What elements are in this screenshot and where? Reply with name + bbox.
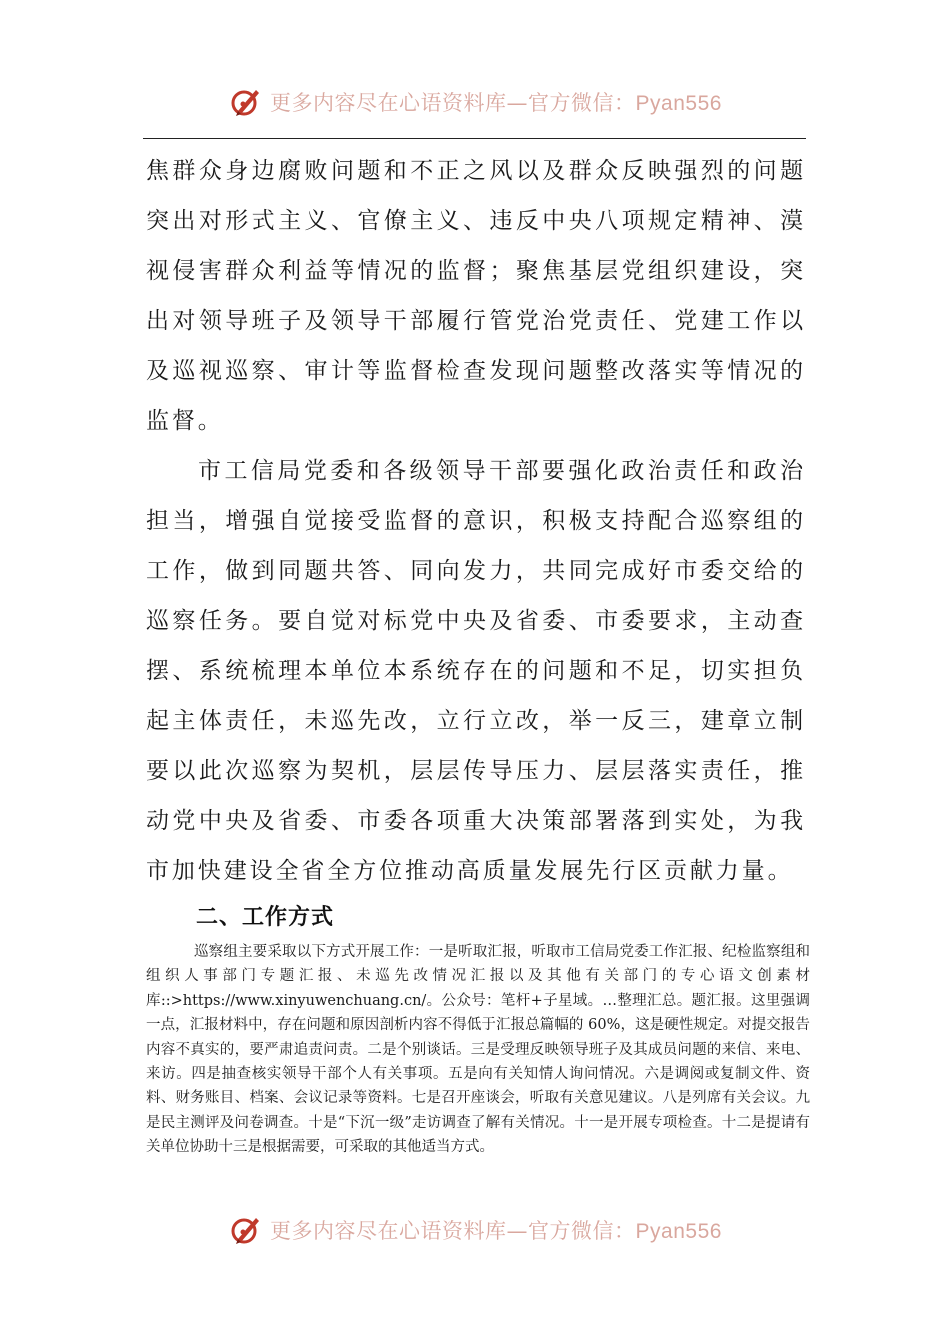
document-body — [146, 146, 806, 896]
footer-banner-text — [270, 1215, 722, 1245]
pen-logo-icon — [228, 84, 264, 120]
footer-banner-wechat-id: Pyan556 — [635, 1220, 722, 1243]
header-banner — [0, 80, 950, 124]
header-banner-text — [270, 87, 722, 117]
pen-logo-icon — [228, 1212, 264, 1248]
section-heading: 二、工作方式 — [196, 905, 335, 930]
paragraph-1: 焦群众身边腐败问题和不正之风以及群众反映强烈的问题突出对形式主义、官僚主义、违反中央八项规定精神、漠视侵害群众利益等情况的监督；聚焦基层党组织建设，突出对领导班子及领导干部履行管党治党责任、党建工作以及巡视巡察、审计等监督检查发现问题整改落实等情况的监督。 — [146, 158, 806, 434]
footer-banner — [0, 1208, 950, 1252]
header-banner-label: 更多内容尽在心语资料库—官方微信： — [270, 91, 636, 115]
paragraph-2: 市工信局党委和各级领导干部要强化政治责任和政治担当，增强自觉接受监督的意识，积极支持配合巡察组的工作，做到同题共答、同向发力，共同完成好市委交给的巡察任务。要自觉对标党中央及省委、市委要求，主动查摆、系统梳理本单位本系统存在的问题和不足，切实担负起主体责任，未巡先改，立行立改，举一反三，建章立制要以此次巡察为契机，层层传导压力、层层落实责任，推动党中央及省委、市委各项重大决策部署落到实处，为我市加快建设全省全方位推动高质量发展先行区贡献力量。 — [146, 458, 806, 884]
paragraph-3: 巡察组主要采取以下方式开展工作：一是听取汇报，听取市工信局党委工作汇报、纪检监察组和组织人事部门专题汇报、未巡先改情况汇报以及其他有关部门的专心语文创素材库::>https://www.xinyuwenchuang.cn/。公众号：笔杆+子星域。…整理汇总。题汇报。这里强调一点，汇报材料中，存在问题和原因剖析内容不得低于汇报总篇幅的 60%，这是硬性规定。对提交报告内容不真实的，要严肃追责问责。二是个别谈话。三是受理反映领导班子及其成员问题的来信、来电、来访。四是抽查核实领导干部个人有关事项。五是向有关知情人询问情况。六是调阅或复制文件、资料、财务账目、档案、会议记录等资料。七是召开座谈会，听取有关意见建议。八是列席有关会议。九是民主测评及问卷调查。十是“下沉一级”走访调查了解有关情况。十一是开展专项检查。十二是提请有关单位协助十三是根据需要，可采取的其他适当方式。 — [146, 944, 810, 1156]
footer-banner-label: 更多内容尽在心语资料库—官方微信： — [270, 1219, 636, 1243]
header-banner-wechat-id: Pyan556 — [635, 92, 722, 115]
header-divider — [143, 138, 806, 139]
